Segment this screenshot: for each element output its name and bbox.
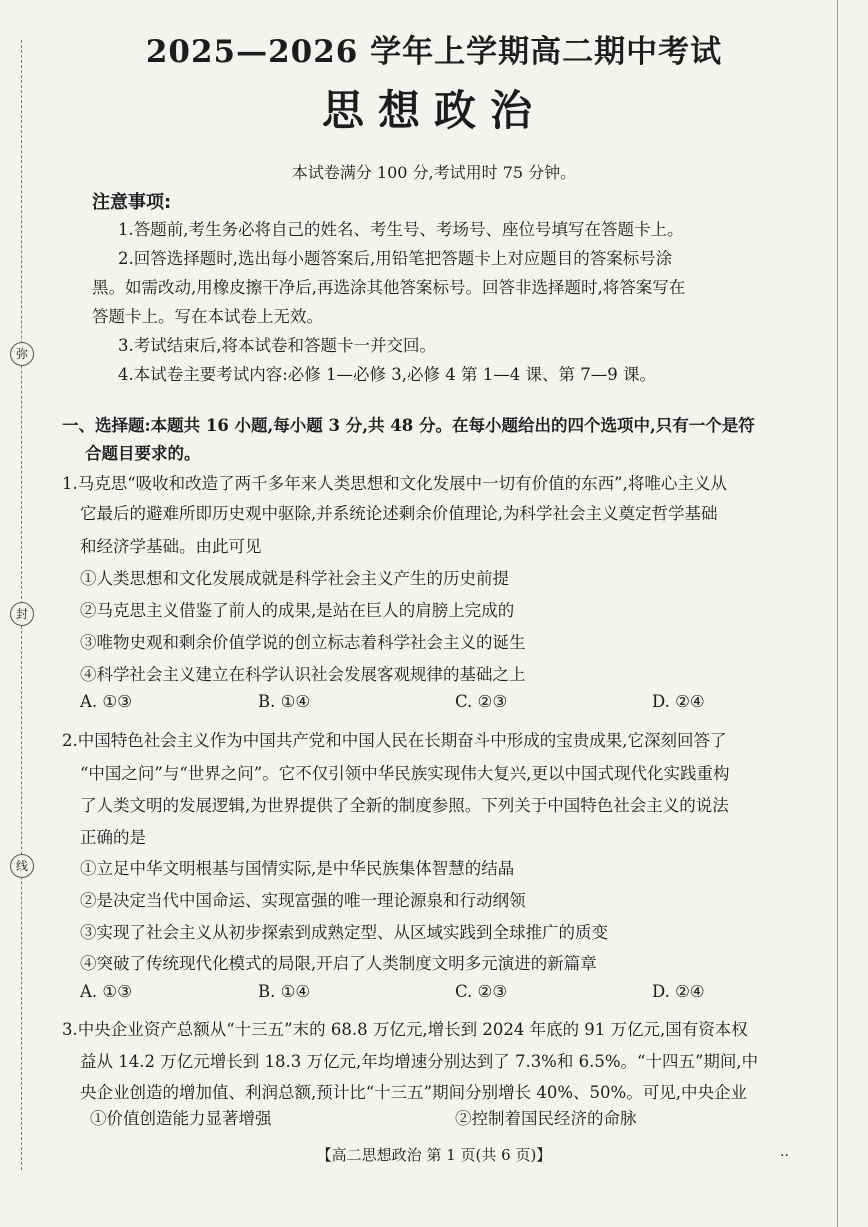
notice-line: 1.答题前,考生务必将自己的姓名、考生号、考场号、座位号填写在答题卡上。 <box>118 220 684 239</box>
q1-item: ①人类思想和文化发展成就是科学社会主义产生的历史前提 <box>80 569 509 588</box>
section-heading: 一、选择题:本题共 16 小题,每小题 3 分,共 48 分。在每小题给出的四个选项中,只有一个是符 <box>62 416 755 435</box>
q2-item: ③实现了社会主义从初步探索到成熟定型、从区域实践到全球推广的质变 <box>80 923 608 942</box>
q1-option-a: A. ①③ <box>80 692 132 711</box>
q1-stem: 和经济学基础。由此可见 <box>80 537 262 556</box>
q3-stem: 3.中央企业资产总额从“十三五”末的 68.8 万亿元,增长到 2024 年底的 91 万亿元,国有资本权 <box>62 1020 748 1039</box>
margin-seal-mark: 线 <box>10 854 34 878</box>
q1-stem: 它最后的避难所即历史观中驱除,并系统论述剩余价值理论,为科学社会主义奠定哲学基础 <box>80 504 718 523</box>
subject-title: 思想政治 <box>321 86 546 135</box>
q1-option-d: D. ②④ <box>652 692 705 711</box>
notice-line: 3.考试结束后,将本试卷和答题卡一并交回。 <box>118 336 436 355</box>
q3-item: ②控制着国民经济的命脉 <box>455 1109 637 1128</box>
margin-seal-mark: 封 <box>10 602 34 626</box>
notice-heading: 注意事项: <box>92 192 172 213</box>
notice-line: 2.回答选择题时,选出每小题答案后,用铅笔把答题卡上对应题目的答案标号涂 <box>118 249 673 268</box>
q1-stem: 1.马克思“吸收和改造了两千多年来人类思想和文化发展中一切有价值的东西”,将唯心主义从 <box>62 474 727 493</box>
section-heading-cont: 合题目要求的。 <box>85 444 201 463</box>
notice-line: 4.本试卷主要考试内容:必修 1—必修 3,必修 4 第 1—4 课、第 7—9 课。 <box>118 365 656 384</box>
q1-item: ④科学社会主义建立在科学认识社会发展客观规律的基础之上 <box>80 665 526 684</box>
q2-option-b: B. ①④ <box>258 982 311 1001</box>
footer-mark: ·· <box>780 1148 789 1164</box>
q2-stem: 了人类文明的发展逻辑,为世界提供了全新的制度参照。下列关于中国特色社会主义的说法 <box>80 796 729 815</box>
notice-line: 答题卡上。写在本试卷上无效。 <box>92 307 323 326</box>
q2-stem: “中国之问”与“世界之问”。它不仅引领中华民族实现伟大复兴,更以中国式现代化实践重构 <box>80 764 730 783</box>
notice-line: 黑。如需改动,用橡皮擦干净后,再选涂其他答案标号。回答非选择题时,将答案写在 <box>92 278 686 297</box>
q2-item: ①立足中华文明根基与国情实际,是中华民族集体智慧的结晶 <box>80 859 515 878</box>
margin-seal-mark: 弥 <box>10 342 34 366</box>
q3-item: ①价值创造能力显著增强 <box>90 1109 272 1128</box>
q2-stem: 2.中国特色社会主义作为中国共产党和中国人民在长期奋斗中形成的宝贵成果,它深刻回答了 <box>62 731 727 750</box>
q2-item: ②是决定当代中国命运、实现富强的唯一理论源泉和行动纲领 <box>80 891 526 910</box>
q2-stem: 正确的是 <box>80 828 146 847</box>
page-footer: 【高二思想政治 第 1 页(共 6 页)】 <box>316 1146 552 1164</box>
q1-item: ②马克思主义借鉴了前人的成果,是站在巨人的肩膀上完成的 <box>80 601 515 620</box>
q1-option-b: B. ①④ <box>258 692 311 711</box>
q2-option-c: C. ②③ <box>455 982 508 1001</box>
page-edge-line <box>837 0 838 1227</box>
q3-stem: 央企业创造的增加值、利润总额,预计比“十三五”期间分别增长 40%、50%。可见,中央企业 <box>80 1083 747 1102</box>
q2-option-d: D. ②④ <box>652 982 705 1001</box>
q1-item: ③唯物史观和剩余价值学说的创立标志着科学社会主义的诞生 <box>80 633 526 652</box>
exam-title: 2025—2026 学年上学期高二期中考试 <box>145 34 723 70</box>
q3-stem: 益从 14.2 万亿元增长到 18.3 万亿元,年均增速分别达到了 7.3%和 6.5%。“十四五”期间,中 <box>80 1052 759 1071</box>
exam-info: 本试卷满分 100 分,考试用时 75 分钟。 <box>291 163 577 182</box>
q2-option-a: A. ①③ <box>80 982 132 1001</box>
q1-option-c: C. ②③ <box>455 692 508 711</box>
q2-item: ④突破了传统现代化模式的局限,开启了人类制度文明多元演进的新篇章 <box>80 954 597 973</box>
